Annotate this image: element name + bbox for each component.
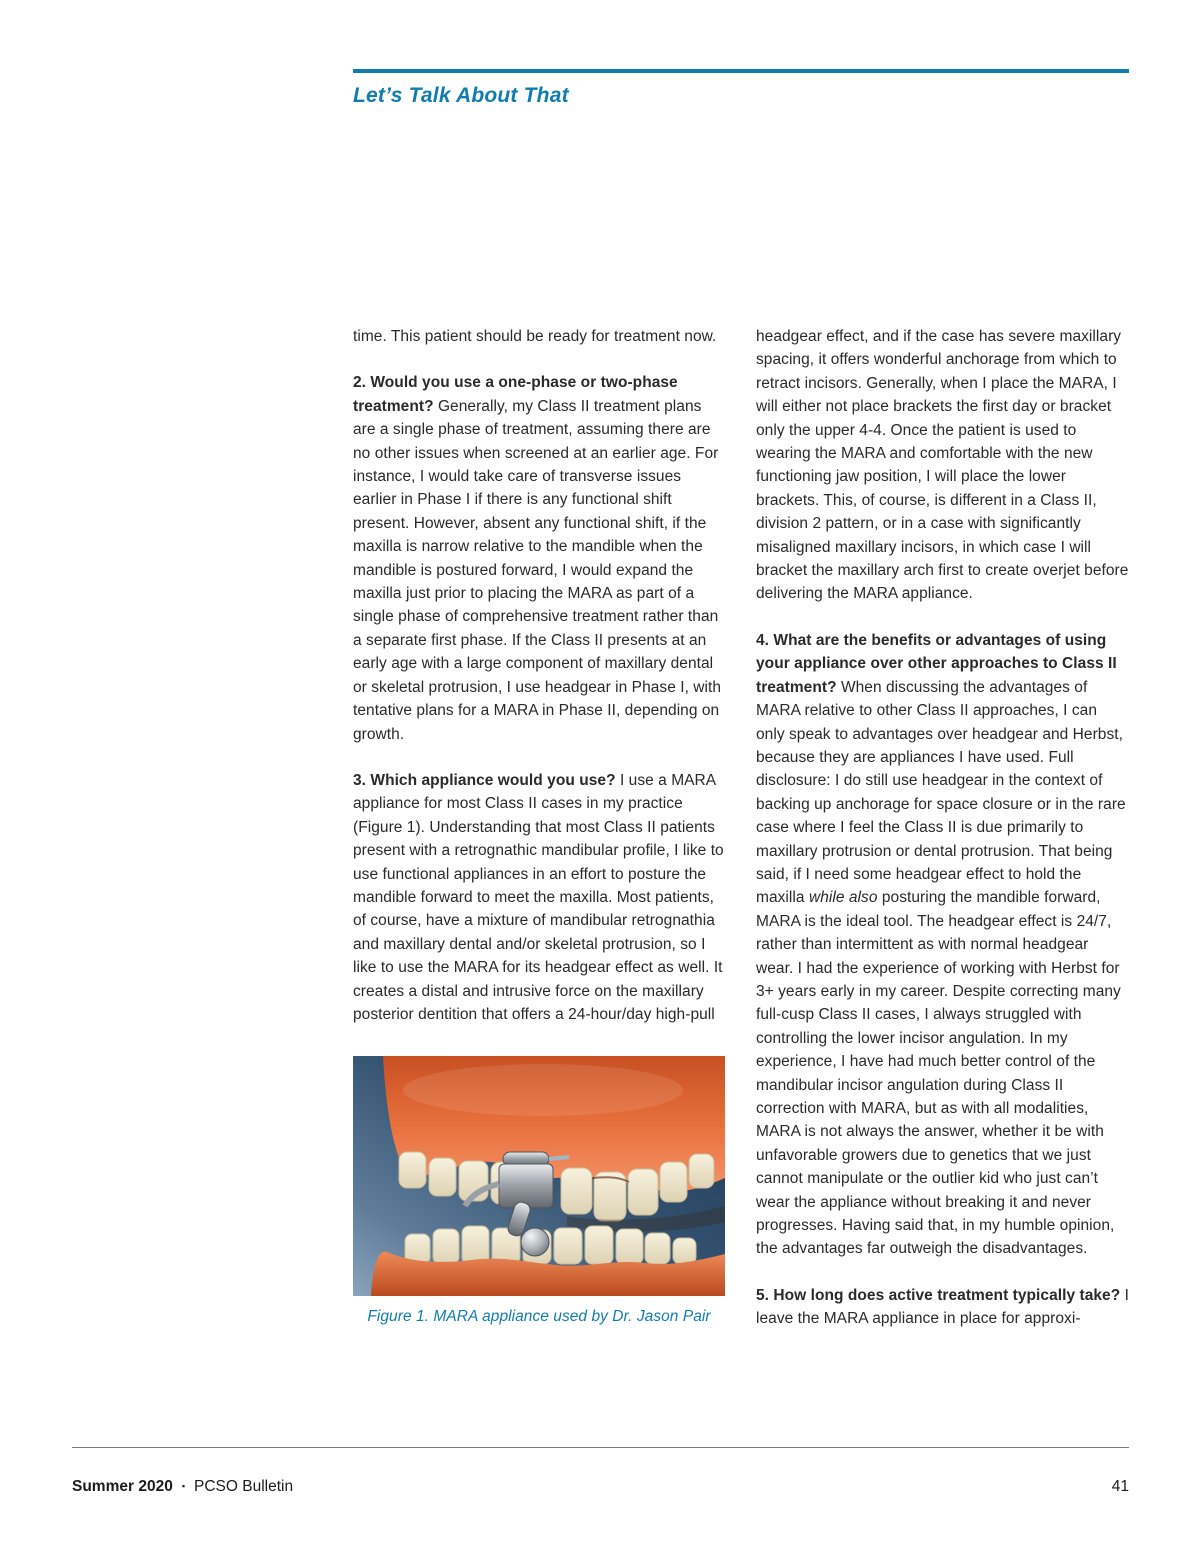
body-columns (353, 325, 1129, 1331)
footer-publication: PCSO Bulletin (194, 1478, 294, 1495)
paragraph-question-2: 2. Would you use a one-phase or two-phase treatment? Generally, my Class II treatment plans are a single phase of treatment, assuming there are no other issues when screened at an earlier age. For instance, I would take care of transverse issues earlier in Phase I if there is any functional shift present. However, absent any functional shift, if the maxilla is narrow relative to the mandible when the mandible is postured forward, I would expand the maxilla just prior to placing the MARA as part of a single phase of comprehensive treatment rather than a separate first phase. If the Class II presents at an early age with a large component of maxillary dental or skeletal protrusion, I use headgear in Phase I, with tentative plans for a MARA in Phase II, depending on growth. (353, 374, 722, 743)
page-number: 41 (1111, 1478, 1129, 1495)
right-column (756, 325, 1129, 1331)
left-column (353, 325, 725, 1331)
paragraph-question-3: 3. Which appliance would you use? I use a MARA appliance for most Class II cases in my practice (Figure 1). Understanding that most Class II patients present with a retrognathic mandibular profile, I like to use functional appliances in an effort to posture the mandible forward to meet the maxilla. Most patients, of course, have a mixture of mandibular retrognathia and maxillary dental and/or skeletal protrusion, so I like to use the MARA for its headgear effect as well. It creates a distal and intrusive force on the maxillary posterior dentition that offers a 24-hour/day high-pull (353, 771, 724, 1023)
figure-1-photo (353, 1056, 725, 1296)
article-title: Let’s Talk About That (353, 84, 569, 107)
paragraph-question-5: 5. How long does active treatment typically take? I leave the MARA appliance in place for approxi- (756, 1286, 1129, 1328)
footer-rule (72, 1447, 1129, 1448)
header-rule (353, 69, 1129, 73)
figure-1-block (353, 1056, 725, 1328)
figure-1-caption: Figure 1. MARA appliance used by Dr. Jason Pair (367, 1308, 711, 1326)
footer (72, 1478, 1129, 1496)
footer-season: Summer 2020 (72, 1478, 173, 1495)
paragraph-continuation: headgear effect, and if the case has severe maxillary spacing, it offers wonderful anchorage from which to retract incisors. Generally, when I place the MARA, I will either not place brackets the first day or bracket only the upper 4-4. Once the patient is used to wearing the MARA and comfortable with the new functioning jaw position, I will place the lower brackets. This, of course, is different in a Class II, division 2 pattern, or in a case with significantly misaligned maxillary incisors, in which case I will bracket the maxillary arch first to create overjet before delivering the MARA appliance. (756, 328, 1129, 603)
paragraph-question-4: 4. What are the benefits or advantages of using your appliance over other approaches to Class II treatment? When discussing the advantages of MARA relative to other Class II approaches, I can only speak to advantages over headgear and Herbst, because they are appliances I have used. Full disclosure: I do still use headgear in the context of backing up anchorage for space closure or in the rare case where I feel the Class II is due primarily to maxillary protrusion or dental protrusion. That being said, if I need some headgear effect to hold the maxilla while also posturing the mandible forward, MARA is the ideal tool. The headgear effect is 24/7, rather than intermittent as with normal headgear wear. I had the experience of working with Herbst for 3+ years early in my career. Despite correcting many full-cusp Class II cases, I always struggled with controlling the lower incisor angulation. In my experience, I have had much better control of the mandibular incisor angulation during Class II correction with MARA, but as with all modalities, MARA is not always the answer, whether it be with unfavorable growers due to genetics that we just cannot manipulate or the outlier kid who just can’t wear the appliance without breaking it and never progresses. Having said that, in my humble opinion, the advantages far outweigh the disadvantages. (756, 631, 1126, 1258)
footer-separator-icon: ▪ (181, 1481, 186, 1491)
paragraph-intro: time. This patient should be ready for treatment now. (353, 328, 717, 345)
